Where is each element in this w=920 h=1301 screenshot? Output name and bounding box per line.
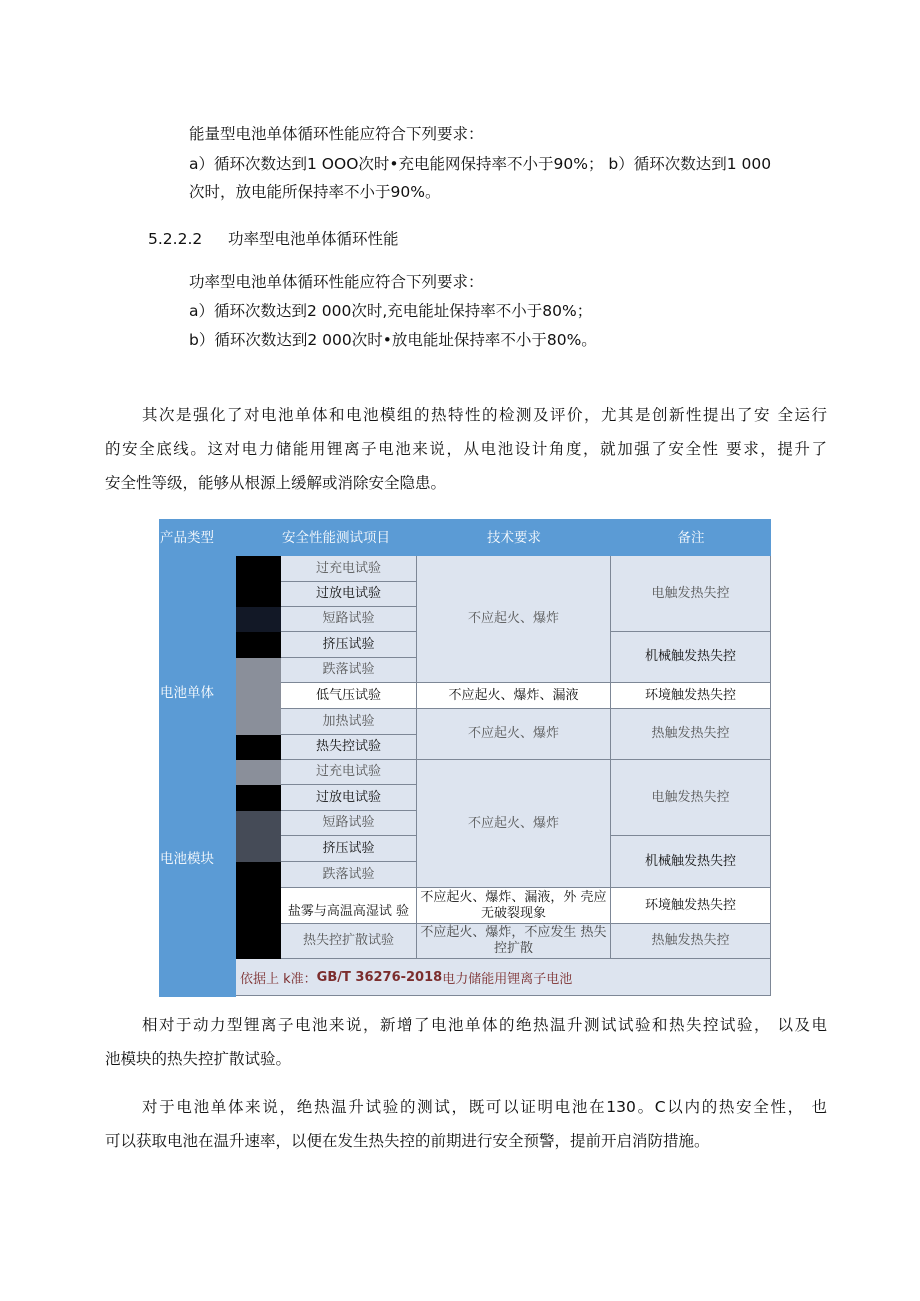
header-product-type: 产品类型 (159, 519, 236, 556)
source-prefix: 依据上 k准： (240, 971, 317, 987)
requirement-cell: 不应起火、爆炸 (417, 556, 611, 683)
paragraph-line: 对于电池单体来说，绝热温升试验的测试，既可以证明电池在130。C以内的热安全性， 也 (142, 1098, 827, 1116)
header-test-item (236, 519, 417, 556)
swatch (236, 556, 281, 582)
requirement-cell: 不应起火、爆炸 (417, 709, 611, 760)
test-item: 过放电试验 (281, 582, 417, 607)
remark-cell: 机械触发热失控 (611, 836, 771, 888)
source-title: 电力储能用锂离子电池 (442, 971, 573, 987)
requirement-cell: 不应起火、爆炸 (417, 760, 611, 888)
swatch (236, 658, 281, 735)
paragraph-new-tests (105, 1008, 827, 1076)
paragraph-adiabatic (105, 1090, 827, 1158)
test-item: 热失控扩散试验 (281, 924, 417, 959)
remark-cell: 机械触发热失控 (611, 632, 771, 683)
test-item: 过充电试验 (281, 556, 417, 582)
header-test-item-label: 安全性能测试项目 (282, 529, 390, 546)
power-line-a: a）循环次数达到2 000次时,充电能址保持率不小于80%； (189, 302, 593, 320)
swatch (236, 811, 281, 836)
paragraph-line: 的安全底线。这对电力储能用锂离子电池来说，从电池设计角度，就加强了安全性 要求，提升了 (105, 440, 827, 458)
swatch (236, 836, 281, 862)
swatch (236, 607, 281, 632)
test-item: 跌落试验 (281, 658, 417, 683)
group-battery-module-label: 电池模块 (160, 850, 214, 867)
requirement-cell (417, 888, 611, 924)
test-item: 热失控试验 (281, 735, 417, 760)
paragraph-line: 池模块的热失控扩散试验。 (105, 1050, 292, 1068)
remark-cell: 热触发热失控 (611, 709, 771, 760)
swatch (236, 632, 281, 658)
paragraph-line: 可以获取电池在温升速率，以便在发生热失控的前期进行安全预警，提前开启消防措施。 (105, 1132, 710, 1150)
test-item: 加热试验 (281, 709, 417, 735)
header-requirement: 技术要求 (417, 519, 611, 556)
paragraph-line: 安全性等级，能够从根源上缓解或消除安全隐患。 (105, 474, 447, 492)
safety-test-table (159, 519, 771, 996)
group-battery-cell: 电池单体 (159, 556, 236, 760)
test-item: 过充电试验 (281, 760, 417, 785)
swatch (236, 862, 281, 959)
swatch (236, 785, 281, 811)
requirement-line: 不应起火、爆炸、漏液，外 壳应 (420, 889, 607, 905)
remark-cell: 热触发热失控 (611, 924, 771, 959)
table-source (236, 959, 771, 996)
test-item: 低气压试验 (281, 683, 417, 709)
swatch (236, 760, 281, 785)
test-item: 短路试验 (281, 811, 417, 836)
swatch (236, 582, 281, 607)
test-item: 跌落试验 (281, 862, 417, 888)
requirement-line: 控扩散 (493, 941, 533, 956)
header-remark: 备注 (611, 519, 771, 556)
test-item: 短路试验 (281, 607, 417, 632)
energy-line-a2: 次时，放电能所保持率不小于90%。 (189, 183, 441, 201)
requirement-line: 不应起火、爆炸，不应发生 热失 (420, 925, 607, 940)
source-standard: GB/T 36276-2018 (316, 969, 443, 985)
remark-cell: 电触发热失控 (611, 556, 771, 632)
paragraph-line: 相对于动力型锂离子电池来说，新增了电池单体的绝热温升测试试验和热失控试验， 以及电 (142, 1016, 827, 1034)
swatch (236, 735, 281, 760)
test-item: 盐雾与高温高湿试 验 (281, 888, 417, 924)
group-battery-module (159, 760, 236, 997)
paragraph-line: 其次是强化了对电池单体和电池模组的热特性的检测及评价，尤其是创新性提出了安 全运行 (142, 406, 827, 424)
requirement-line: 无破裂现象 (480, 905, 546, 921)
remark-cell: 环境触发热失控 (611, 888, 771, 924)
power-line-b: b）循环次数达到2 000次时•放电能址保持率不小于80%。 (189, 331, 597, 349)
paragraph-safety (105, 398, 827, 500)
energy-intro: 能量型电池单体循环性能应符合下列要求： (189, 125, 484, 143)
energy-line-a1: a）循环次数达到1 OOO次时•充电能网保持率不小于90%； b）循环次数达到1 000 (189, 155, 772, 173)
requirement-cell (417, 924, 611, 959)
section-number: 5.2.2.2 (148, 230, 203, 248)
section-title: 功率型电池单体循环性能 (228, 230, 399, 248)
remark-cell: 环境触发热失控 (611, 683, 771, 709)
power-intro: 功率型电池单体循环性能应符合下列要求： (189, 273, 484, 291)
remark-cell: 电触发热失控 (611, 760, 771, 836)
test-item: 挤压试验 (281, 632, 417, 658)
requirement-cell: 不应起火、爆炸、漏液 (417, 683, 611, 709)
test-item: 过放电试验 (281, 785, 417, 811)
test-item: 挤压试验 (281, 836, 417, 862)
